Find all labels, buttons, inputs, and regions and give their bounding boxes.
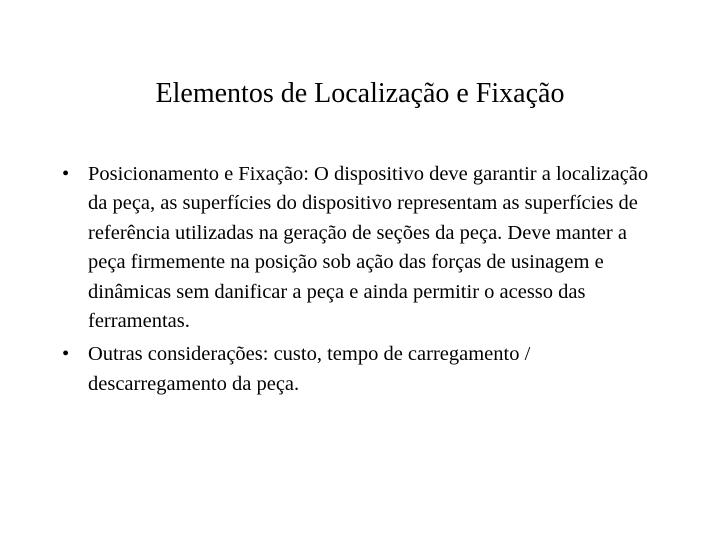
bullet-text: Posicionamento e Fixação: O dispositivo deve garantir a localização da peça, as superfícies do dispositivo representam as superfícies de referência utilizadas na geração de seções da peça. Deve manter a peça firmemente na posição sob ação das forças de usinagem e dinâmicas sem danificar a peça e ainda permitir o acesso das ferramentas. [88,163,649,333]
bullet-item-other-considerations [62,340,668,399]
bullet-list [62,160,668,403]
bullet-icon: • [62,343,70,366]
bullet-text: Outras considerações: custo, tempo de carregamento / descarregamento da peça. [88,343,531,395]
bullet-item-positioning [62,160,668,336]
slide-title: Elementos de Localização e Fixação [155,78,565,109]
bullet-icon: • [62,163,70,185]
